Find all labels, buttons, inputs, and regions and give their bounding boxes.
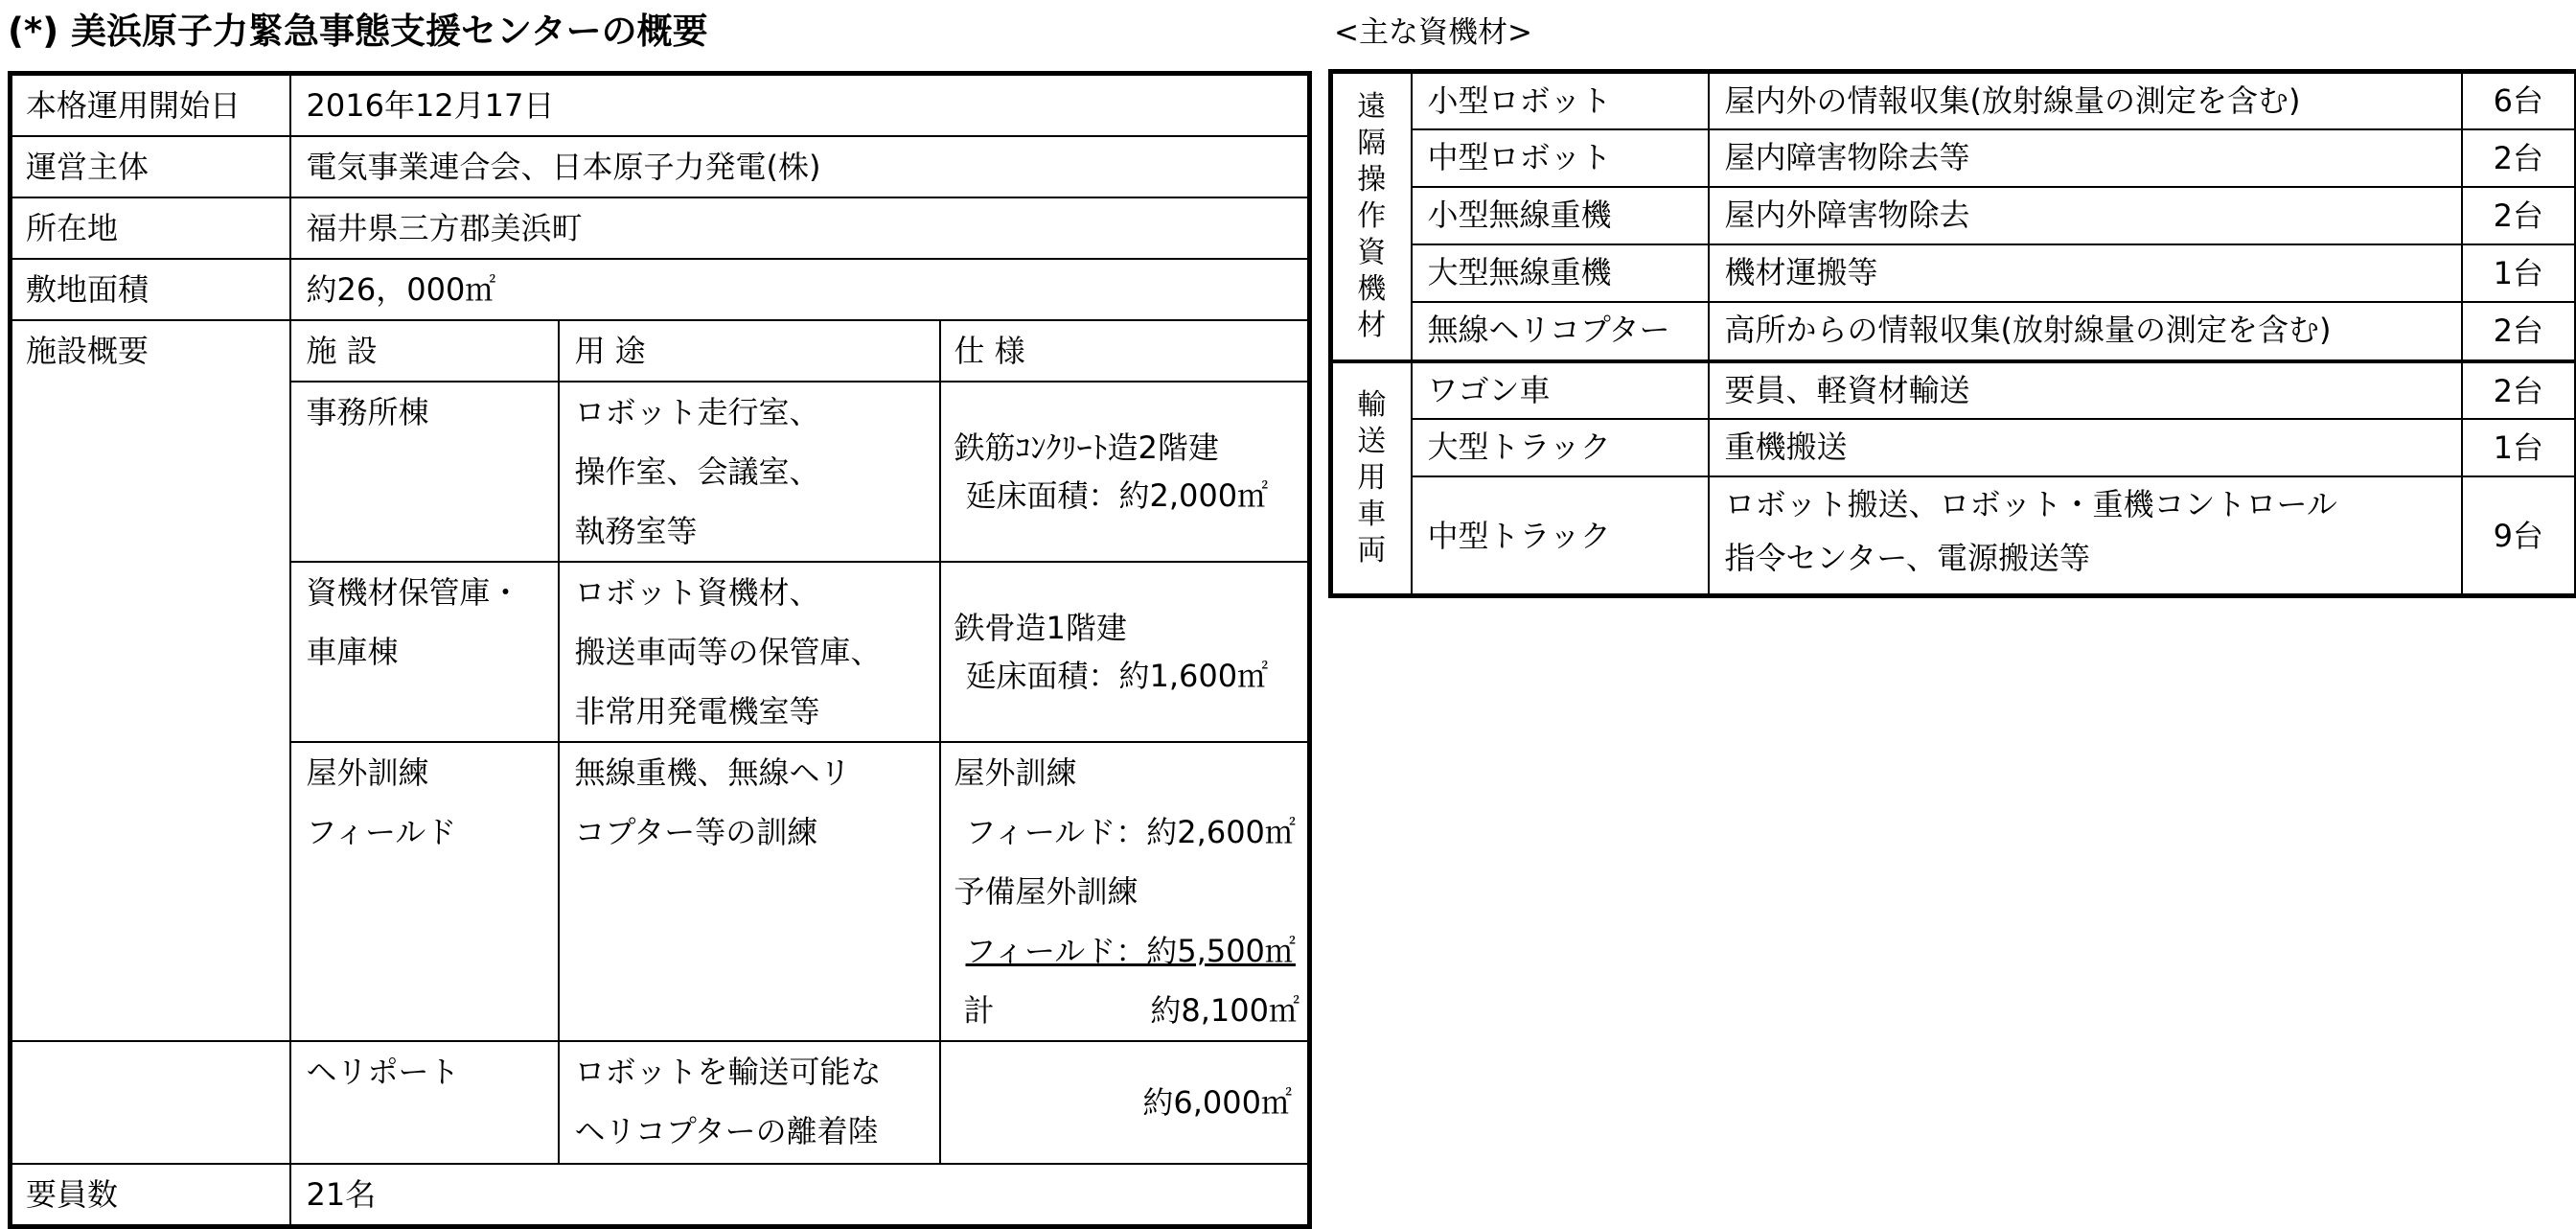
- equipment-count: 2台: [2462, 187, 2576, 244]
- field-spec-line: 予備屋外訓練: [954, 862, 1308, 921]
- col-header-spec: 仕 様: [940, 320, 1310, 382]
- office-use-line: ロボット走行室、: [575, 383, 939, 442]
- office-use-line: 操作室、会議室、: [575, 442, 939, 501]
- equipment-count: 1台: [2462, 244, 2576, 302]
- field-name-line: 屋外訓練: [307, 743, 558, 802]
- equipment-row: [1331, 361, 2576, 419]
- heliport-use: [559, 1041, 940, 1164]
- heliport-use-line: ロボットを輸送可能な: [575, 1042, 939, 1101]
- category-char: 用: [1333, 460, 1411, 497]
- field-total-label: 計: [964, 981, 995, 1040]
- field-spec-line: フィールド：約5,500㎡: [966, 933, 1296, 969]
- office-spec-line: 延床面積：約2,000㎡: [954, 472, 1308, 520]
- equipment-name: 大型トラック: [1412, 419, 1709, 476]
- equipment-purpose: 重機搬送: [1709, 419, 2462, 476]
- equipment-row: [1331, 244, 2576, 302]
- staff-value: 21名: [290, 1164, 1310, 1227]
- storage-use-line: 搬送車両等の保管庫、: [575, 622, 939, 682]
- field-total: [954, 981, 1308, 1040]
- area-value: 約26，000㎡: [290, 259, 1310, 320]
- transport-category: [1331, 361, 1412, 595]
- office-name: 事務所棟: [290, 382, 559, 562]
- row-area: [11, 259, 1310, 320]
- col-header-use: 用 途: [559, 320, 940, 382]
- category-char: 機: [1333, 271, 1411, 308]
- category-char: 遠: [1333, 89, 1411, 126]
- row-staff: [11, 1164, 1310, 1227]
- heliport-use-line: ヘリコプターの離着陸: [575, 1101, 939, 1161]
- equipment-row: [1331, 72, 2576, 129]
- row-heliport: [11, 1041, 1310, 1164]
- remote-category-text: [1333, 89, 1411, 344]
- category-char: 隔: [1333, 126, 1411, 162]
- storage-spec-line: 鉄骨造1階建: [954, 604, 1308, 652]
- storage-spec: [940, 562, 1310, 742]
- office-spec: [940, 382, 1310, 562]
- start-label: 本格運用開始日: [11, 74, 290, 137]
- field-name: [290, 742, 559, 1041]
- office-use: [559, 382, 940, 562]
- storage-spec-line: 延床面積：約1,600㎡: [954, 652, 1308, 700]
- equipment-purpose-line: 指令センター、電源搬送等: [1725, 531, 2461, 585]
- field-use: [559, 742, 940, 1041]
- field-spec-line: フィールド：約2,600㎡: [954, 802, 1308, 862]
- equipment-count: 6台: [2462, 72, 2576, 129]
- equipment-row: [1331, 476, 2576, 595]
- equipment-purpose: 屋内障害物除去等: [1709, 129, 2462, 187]
- category-char: 両: [1333, 533, 1411, 569]
- row-facility-header: [11, 320, 1310, 382]
- storage-name-line: 車庫棟: [307, 622, 558, 682]
- equipment-count: 2台: [2462, 302, 2576, 361]
- category-char: 材: [1333, 308, 1411, 344]
- equipment-row: [1331, 419, 2576, 476]
- category-char: 資: [1333, 235, 1411, 271]
- equipment-name: 大型無線重機: [1412, 244, 1709, 302]
- start-value: 2016年12月17日: [290, 74, 1310, 137]
- equipment-row: [1331, 302, 2576, 361]
- area-label: 敷地面積: [11, 259, 290, 320]
- page-title: (*) 美浜原子力緊急事態支援センターの概要: [8, 2, 708, 54]
- equipment-heading: <主な資機材>: [1334, 8, 1532, 51]
- transport-category-text: [1333, 387, 1411, 569]
- category-char: 作: [1333, 198, 1411, 235]
- field-use-line: 無線重機、無線ヘリ: [575, 743, 939, 802]
- equipment-purpose: 機材運搬等: [1709, 244, 2462, 302]
- storage-use-line: ロボット資機材、: [575, 563, 939, 622]
- location-value: 福井県三方郡美浜町: [290, 197, 1310, 259]
- storage-name: [290, 562, 559, 742]
- overview-table: [8, 71, 1312, 1229]
- field-name-line: フィールド: [307, 802, 558, 862]
- category-char: 輸: [1333, 387, 1411, 424]
- equipment-name: 小型無線重機: [1412, 187, 1709, 244]
- row-location: [11, 197, 1310, 259]
- equipment-purpose: 屋内外障害物除去: [1709, 187, 2462, 244]
- equipment-name: ワゴン車: [1412, 361, 1709, 419]
- equipment-row: [1331, 187, 2576, 244]
- storage-use: [559, 562, 940, 742]
- col-header-facility: 施 設: [290, 320, 559, 382]
- equipment-purpose: 屋内外の情報収集(放射線量の測定を含む): [1709, 72, 2462, 129]
- equipment-purpose: [1709, 476, 2462, 595]
- field-spec-underline-wrap: [954, 921, 1308, 981]
- operator-label: 運営主体: [11, 136, 290, 197]
- storage-use-line: 非常用発電機室等: [575, 682, 939, 741]
- staff-label: 要員数: [11, 1164, 290, 1227]
- heliport-name: ヘリポート: [290, 1041, 559, 1164]
- equipment-name: 中型ロボット: [1412, 129, 1709, 187]
- equipment-count: 2台: [2462, 129, 2576, 187]
- field-spec: [940, 742, 1310, 1041]
- remote-category: [1331, 72, 1412, 362]
- office-use-line: 執務室等: [575, 501, 939, 561]
- row-start-date: [11, 74, 1310, 137]
- equipment-purpose: 要員、軽資材輸送: [1709, 361, 2462, 419]
- location-label: 所在地: [11, 197, 290, 259]
- row-operator: [11, 136, 1310, 197]
- equipment-count: 2台: [2462, 361, 2576, 419]
- equipment-table: [1328, 69, 2576, 598]
- equipment-purpose-line: ロボット搬送、ロボット・重機コントロール: [1725, 477, 2461, 531]
- heliport-spec: 約6,000㎡: [940, 1041, 1310, 1164]
- field-spec-line: 屋外訓練: [954, 743, 1308, 802]
- facility-label: 施設概要: [11, 320, 290, 1041]
- field-use-line: コプター等の訓練: [575, 802, 939, 862]
- equipment-name: 小型ロボット: [1412, 72, 1709, 129]
- heliport-empty-label: [11, 1041, 290, 1164]
- equipment-count: 1台: [2462, 419, 2576, 476]
- storage-name-line: 資機材保管庫・: [307, 563, 558, 622]
- equipment-purpose: 高所からの情報収集(放射線量の測定を含む): [1709, 302, 2462, 361]
- equipment-row: [1331, 129, 2576, 187]
- field-total-value: 約8,100㎡: [1150, 981, 1300, 1040]
- equipment-name: 無線ヘリコプター: [1412, 302, 1709, 361]
- operator-value: 電気事業連合会、日本原子力発電(株): [290, 136, 1310, 197]
- category-char: 車: [1333, 497, 1411, 533]
- category-char: 操: [1333, 162, 1411, 198]
- office-spec-line: 鉄筋ｺﾝｸﾘｰﾄ造2階建: [954, 424, 1308, 472]
- equipment-name: 中型トラック: [1412, 476, 1709, 595]
- category-char: 送: [1333, 424, 1411, 460]
- equipment-count: 9台: [2462, 476, 2576, 595]
